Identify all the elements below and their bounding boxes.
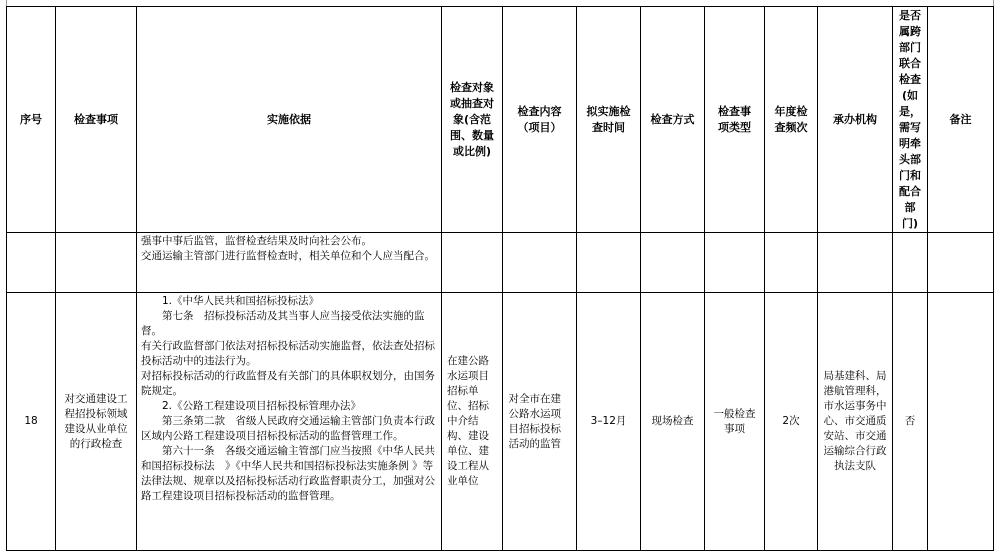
cell-type: 一般检查事项 bbox=[705, 293, 765, 551]
header-target: 检查对象或抽查对象(含范围、数量或比例) bbox=[442, 7, 503, 233]
cell-target: 在建公路水运项目招标单位、招标中介结构、建设单位、建设工程从业单位 bbox=[442, 293, 503, 551]
header-time: 拟实施检查时间 bbox=[577, 7, 641, 233]
header-org: 承办机构 bbox=[818, 7, 893, 233]
header-joint: 是否属跨部门联合检查(如是，需写明牵头部门和配合部门) bbox=[893, 7, 928, 233]
cell-method: 现场检查 bbox=[641, 293, 705, 551]
cell-freq: 2次 bbox=[765, 293, 818, 551]
cell-note bbox=[928, 293, 994, 551]
inspection-table bbox=[6, 6, 994, 551]
cell-org: 局基建科、局港航管理科，市水运事务中心、市交通质安站、市交通运输综合行政执法支队 bbox=[818, 293, 893, 551]
header-item: 检查事项 bbox=[56, 7, 137, 233]
header-freq: 年度检查频次 bbox=[765, 7, 818, 233]
table-row bbox=[7, 293, 994, 551]
cell-basis: 1.《中华人民共和国招标投标法》 第七条 招标投标活动及其当事人应当接受依法实施的监督。 有关行政监督部门依法对招标投标活动实施监督，依法查处招标投标活动中的违法行为。 对招标投标活动的行政监督及有关部门的具体职权划分，由国务院规定。 2.《公路工程建设项目招标投标管理办法》 第三条第二款 省级人民政府交通运输主管部门负责本行政区域内公路工程建设项目招标投标活动的监督管理工作。 第六十一条 各级交通运输主管部门应当按照《中华人民共和国招标投标法 》《中华人民共和国招标投标法实施条例 》等法律法规、规章以及招标投标活动行政监督职责分工，加强对公路工程建设项目招标投标活动的监督管理。 bbox=[137, 293, 442, 551]
continuation-row bbox=[7, 233, 994, 293]
header-row bbox=[7, 7, 994, 233]
header-seq: 序号 bbox=[7, 7, 56, 233]
cell-time: 3–12月 bbox=[577, 293, 641, 551]
header-content: 检查内容（项目） bbox=[503, 7, 577, 233]
cell-seq: 18 bbox=[7, 293, 56, 551]
continuation-basis: 强事中事后监管，监督检查结果及时向社会公布。 交通运输主管部门进行监督检查时，相关单位和个人应当配合。 bbox=[137, 233, 442, 293]
cell-content: 对全市在建公路水运项目招标投标活动的监管 bbox=[503, 293, 577, 551]
cell-joint: 否 bbox=[893, 293, 928, 551]
header-note: 备注 bbox=[928, 7, 994, 233]
header-method: 检查方式 bbox=[641, 7, 705, 233]
cell-item: 对交通建设工程招投标领域建设从业单位的行政检查 bbox=[56, 293, 137, 551]
header-type: 检查事项类型 bbox=[705, 7, 765, 233]
header-basis: 实施依据 bbox=[137, 7, 442, 233]
